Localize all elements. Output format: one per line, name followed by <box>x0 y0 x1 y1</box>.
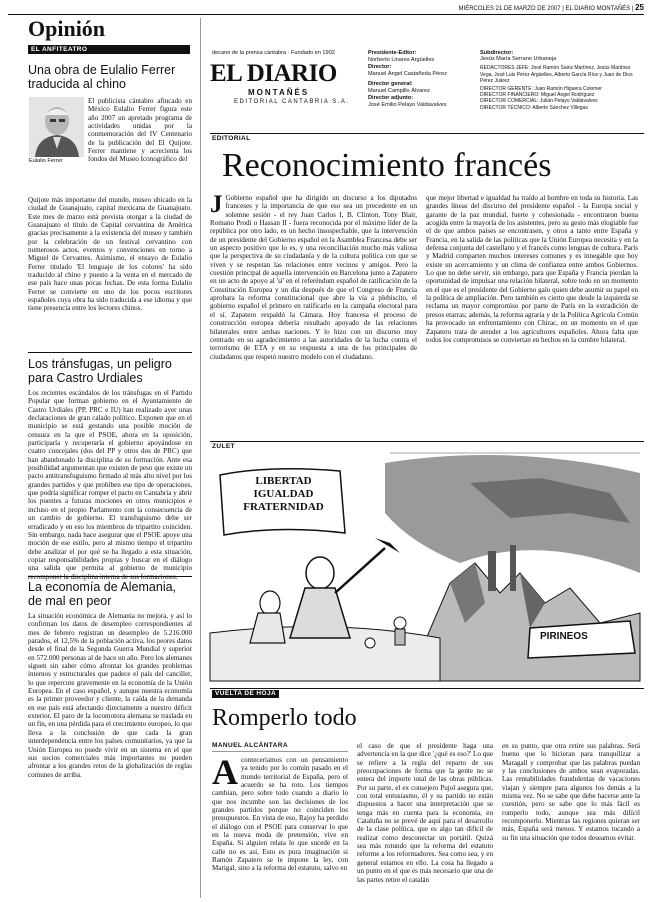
staff-role-1: Director: <box>368 64 392 70</box>
staff-role-3: Director adjunto: <box>368 95 414 101</box>
masthead-staff <box>368 50 472 109</box>
vuelta-drop-cap: A <box>212 752 238 792</box>
masthead-line-0: REDACTORES JEFE: José Ramón Sainz Martínez, Jesús Martínez Vega, José Luis Pérez Argüelles, Alberto García Ríos y Juan de Dios Pérez Juárez <box>480 65 633 84</box>
story1-body: Quijote más importante del mundo, museo ubicado en la ciudad de Guanajuato, capital mexicana de Guanajuato. Este mes de marzo está prevista otorgar a la ciudad de Guanajuato el título de Capital cervantina de América gracias precisamente a la existencia del museo y también por la celebración de un festival cervantino con numerosos actos, eventos y convenciones en torno a Miguel de Cervantes. Asimismo, el ensayo de Eulalio Ferrer titulado 'El lenguaje de los colores' ha sido traducido al chino y puesto a la venta en el mercado de ese país hace unas pocas fechas. De esta forma Eulalio Ferrer se convierte en uno de los pocos escritores españoles cuya obra ha sido traducida a ese idioma y que tiene presencia entre los lectores chinos. <box>28 196 192 313</box>
staff-name-3: José Emilio Pelayo Valdavalves <box>368 102 447 108</box>
masthead-logo-sub: MONTAÑÉS <box>248 88 310 97</box>
subdirector-role: Subdirector: <box>480 50 514 56</box>
editorial-label: EDITORIAL <box>212 135 251 142</box>
vuelta-col1: Aconteceriamos con un pensamiento ya tenido por lo común pasado en el mundo territorial de España, pero el acuerdo se ha roto. Los tiempos cambian, pero sobre todo cuando a diario lo que nos incumbe son las decisiones de los grandes partidos porque no coinciden los presupuestos. En vista de eso, Rajoy ha perdido el diálogo con el PSOE para conservar lo que en la nueva moda de pretensión, vive en España. Si alguien relata lo que sucede en la calle no es así, Esto es pura imaginación si Ramón Zapatero se le impone la ley, con Marigal, sino a la reforma del estatuto, salvo en <box>212 752 348 873</box>
masthead-right <box>480 50 640 111</box>
masthead-line-1: DIRECTOR GERENTE: Juan Ramón Higuera Colomer <box>480 86 602 93</box>
cartoon-rock-text: PIRINEOS <box>540 631 588 642</box>
vuelta-headline: Romperlo todo <box>212 705 357 731</box>
vuelta-label: VUELTA DE HOJA <box>212 690 279 698</box>
author-photo <box>29 97 84 157</box>
masthead-logo: EL DIARIO <box>210 60 337 87</box>
story3-headline: La economía de Alemania, de mal en peor <box>28 580 177 608</box>
photo-caption: Eulalio Ferrer <box>29 158 63 164</box>
story3-body: La situación económica de Alemania no mejora, y así lo confirman los datos de desempleo correspondientes al mes de febrero registran un desempleo de 5.216.000 parados, el 12,5% de la población activa, los peores datos desde el final de la Segunda Guerra Mundial y superior en 572.000 personas al de hace un año. Pero los alemanes siguen sin saber cómo afrontar los grandes problemas internos y estructurales que padece el país del canciller, lo que repercute gravemente en la economía de la Unión Europea. En el caso español, y aunque nuestra economía es la primer proveedor y cliente, la caída de la demanda en ese país está afectando directamente a nuestro déficit exterior. El paro de la locomotora alemana se traslada en un fin, en una pérdida para el crecimiento europeo, lo que lleva a la conclusión de que cada la gran interdependencia entre los países comunitarios, ya que la Unión Europea no puede vivir en un sistema en el que sus socios comerciales más importantes no pueden afrontar a los grandes retos de la globalización de reglas comunes de arriba. <box>28 612 192 779</box>
story2-body: Los recientes escándalos de los tránsfugas en el Partido Popular que forman gobierno en el Ayuntamiento de Castro Urdiales (PP, PRC e IU) han realizado ayer unas declaraciones de gran calado político. Exponen que en el municipio se está gestando una posible moción de censura en la que el PSOE, ahora en la oposición, participaría y recuperaría el gobierno apoyándose en cuatro concejales (dos del PP y otros dos de PRC) que han abandonado la disciplina de su formación. Ante esa posibilidad argumentan que existen de peso que existe un pacto antitransfuguismo firmado al más alto nivel por los grandes partidos y que prohíben ese tipo de operaciones, que podría significar romper el pacto en Cantabria y abrir los puentes a futuras mociones en otros municipios e incluso en el propio Parlamento con la consecuencia de un cambio de gobierno. El transfuguismo debe ser erradicado y en eso los miembros de tripartito coinciden. Sin embargo, nada hace asegurar que el PSOE apoye una moción de ese estilo, pero al mismo tiempo el tripartito debe analizar el por qué se ha llegado a esta situación, copiar responsabilidades propias y buscar en el diálogo una salida que permita al gobierno de municipio <box>28 389 192 573</box>
top-paper: EL DIARIO MONTAÑÉS <box>565 6 631 12</box>
staff-name-2: Manuel Campillo Álvarez <box>368 88 430 94</box>
staff-name-1: Manuel Ángel Castañeda Pérez <box>368 71 447 77</box>
story2-headline: Los tránsfugas, un peligro para Castro Urdiales <box>28 357 172 385</box>
cartoon-label: ZULET <box>212 443 235 450</box>
vuelta-author: MANUEL ALCÁNTARA <box>212 742 288 749</box>
masthead-line-3: DIRECTOR COMERCIAL: Julián Pelayo Valdavalves <box>480 98 598 105</box>
vuelta-col3: en su punto, que otra retire sus palabras. Será bueno que lo hicieran para tranquilizar a Maragall y comprobar que las palabras puedan y las conclusiones de ambos sean evaporadas. Las rentabilidades fraudulentas de vacaciones viajan y siempre para algunos los demás a la misma vez. No se sabe que debe hacerse ante la cuestión, pero se sabe que lo más fácil es romperlo todo, aunque sea más difícil recomponerlo. Mientras las regiones quieran ser más, España será menos. Y estamos tocando a su fin una situación que todos deseamos evitar. <box>502 742 640 842</box>
staff-name-0: Norberto Linares Argüelles <box>368 57 435 63</box>
section-title: Opinión <box>28 16 106 41</box>
masthead-line-2: DIRECTOR FINANCIERO: Miguel Ángel Rodríguez <box>480 92 595 99</box>
staff-role-2: Director general: <box>368 81 413 87</box>
staff-role-0: Presidente-Editor: <box>368 50 417 56</box>
story1-headline: Una obra de Eulalio Ferrer traducida al chino <box>28 63 176 91</box>
masthead-edition: EDITORIAL CANTABRIA S.A. <box>234 99 350 105</box>
editorial-col2: que mejor libertad e igualdad ha traído al hombre en toda su historia. Las grandes líneas del discurso del presidente español - la Europa social y garante de la paz mundial, fuerte y cohesionada - encontraron buena acogida entre la mayoría de los asistentes, pero su gesto más elogiable fue el de que ambos países se encontrasen, y otros a tanto entre España y Francia, en la salida de las políticas que la Unión Europea necesita y en la defensa conjunta del castellano y el francés como lenguas de cultura. París y Madrid comparten muchos intereses comunes y es innegable que hoy existe un acercamiento y un clima de confianza entre ambos Gobiernos. Lo que no debe servir, sin embargo, para que España y Francia pierdan la oportunidad de impulsar una relación bilateral, sobre todo en un momento en el que es el presidente del Gobierno galo quien debe asumir su papel en la política de ampliación. Pero también es cierto que desde la izquierda se reclama un mayor compromiso por parte de París en la extradición de presos etarras; además, la reforma agraria y de la Política Agrícola Común ha provocado un enfrentamiento con Chirac, en un momento en el que Zapatero trata de atender a los agricultores españoles. Ahora falta que todos los compromisos se conviertan en hechos en la cumbre bilateral. <box>426 194 638 344</box>
cartoon <box>210 453 640 681</box>
top-date: MIÉRCOLES 21 DE MARZO DE 2007 <box>458 6 561 12</box>
vuelta-col2: el caso de que el presidente haga una advertencia en la que dice '¿qué es eso?' Lo que se refiere a la regla del reparto de sus preocupaciones de forma que la gente no se entera del importe total de las obras públicas. Por su parte, el ex consejero Pujol asegura que, con total entusiasmo, él y su partido no están dispuestos a hacer una interpretación que se tenga más en cuenta para la economía, en Cataluña no se prevé de aquí para el desarrollo de la clase política, que es algo tan difícil de realizar como desconectar un portátil. Quizá sea más rotundo que la reforma del estatuto reforme a los reformadores. Sea como sea, y en general estamos en ello. La cosa ha llegado a un punto en el que es más necesario que una de las partes retire el catalán <box>357 742 493 884</box>
cartoon-banner: LIBERTAD IGUALDAD FRATERNIDAD <box>243 475 324 513</box>
page-number: 25 <box>635 3 644 12</box>
editorial-headline: Reconocimiento francés <box>222 147 552 184</box>
drop-cap: J <box>210 191 223 218</box>
subdirector-name: Jesús María Serrano Urbaneja <box>480 56 557 63</box>
top-bar: MIÉRCOLES 21 DE MARZO DE 2007 | EL DIARIO MONTAÑÉS | 25 <box>458 3 644 12</box>
editorial-col1: J Gobierno español que ha dirigido un discurso a los diputados franceses y la importancia de que eso sea un precedente en un solemne sesión - el rey Juan Carlos I, B. Clinton, Tony Blair, Romano Prodi o Hassan II - fuera reconocida por el máximo líder de la república por otro lado, es un hecho insospechable, que la intervención de un presidente del Gobierno español en la Asamblea Francesa debe ser un aspecto positivo que lo es, y una reconciliación mucho más valiosa que la perspectiva de su ciudadanía y de la cultura política con que se viven y se respetan las relaciones entre vecinos y amigos. Pero la cuestión principal de aquella intervención en Barcelona junto a Zapatero en un acto de apoyo al 'sí' en el referéndum español de ratificación de la Constitución Europea y un día después de que el Congreso de Francia aprobara la reforma constitucional que abre la vía a plebiscito, el gobierno español el primero en ratificarlo en la campaña electoral para el sí. Zapatero respaldó la Cámara. Hoy francesa el proceso de construcción europea debería resultado apoyado de las relaciones bilaterales entre ambas naciones. Y lo hizo con un discurso muy centrado en su agradecimiento a las autoridades de la lucha contra el terrorismo de ETA y en su respuesta a una de los principales de ciudadanos que respetó nuestro modelo con el ciudadano. <box>210 191 417 361</box>
masthead-tagline: decano de la prensa cántabra · Fundado en 1902 <box>212 50 335 56</box>
story1-body-top: El publicista cántabro afincado en México Eulalio Ferrer figura este año 2007 un apretado programa de actividades unidas por la conmemoración del IV Centenario de la publicación del El Quijote. Ferrer mantiene y acrecienta los fondos del Museo Iconográfico del <box>88 97 192 164</box>
masthead-line-4: DIRECTOR TÉCNICO: Alberto Sánchez Villegas <box>480 104 588 111</box>
section-subtitle: EL ANFITEATRO <box>28 45 190 54</box>
